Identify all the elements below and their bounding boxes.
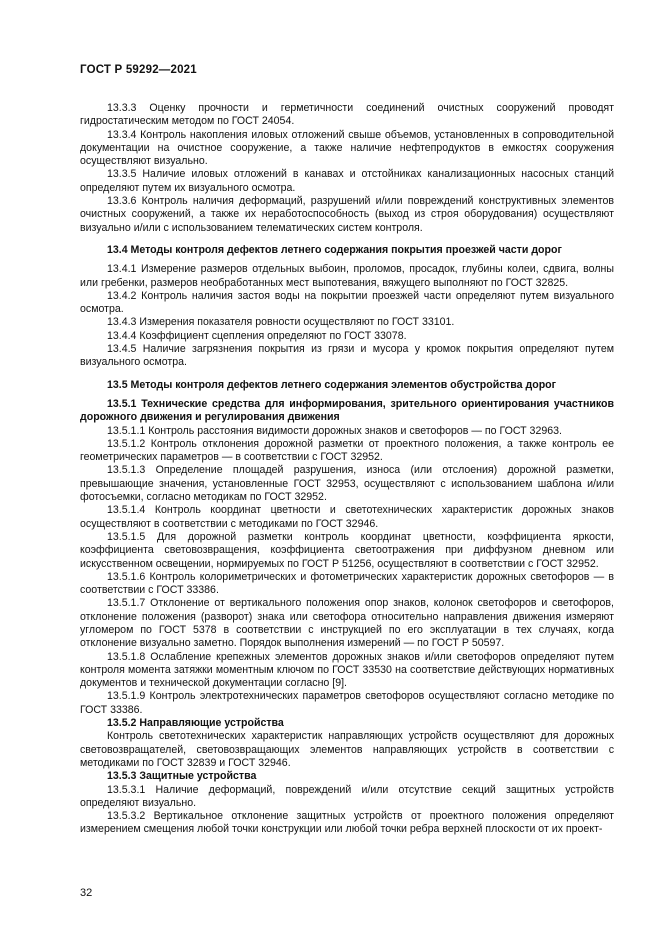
section-heading: 13.5.2 Направляющие устройства bbox=[107, 717, 284, 730]
paragraph: 13.5.1.5 Для дорожной разметки контроль координат цветности, коэффициента яркости, коэффициента световозвращения, коэффициента светоотражения при диффузном дневном или искусственном освещении, нормируемых по ГОСТ Р 51256, осуществляют в соответствии с ГОСТ 32952. bbox=[80, 530, 614, 570]
section-heading: 13.4 Методы контроля дефектов летнего содержания покрытия проезжей части дорог bbox=[107, 243, 562, 256]
paragraph: 13.4.4 Коэффициент сцепления определяют по ГОСТ 33078. bbox=[107, 329, 407, 342]
section-heading: 13.5.1 Технические средства для информирования, зрительного ориентирования участников дорожного движения и регулирования движения bbox=[80, 397, 614, 424]
paragraph: 13.5.1.3 Определение площадей разрушения, износа (или отслоения) дорожной разметки, превышающие значения, установленные ГОСТ 32953, осуществляют с использованием шаблона и/или фотосъемки, согласно методикам по ГОСТ 32952. bbox=[80, 464, 614, 504]
page-number: 32 bbox=[80, 887, 93, 899]
document-body bbox=[80, 102, 614, 837]
paragraph: 13.5.1.9 Контроль электротехнических параметров светофоров осуществляют согласно методике по ГОСТ 33386. bbox=[80, 690, 614, 716]
paragraph: 13.3.5 Наличие иловых отложений в канавах и отстойниках канализационных насосных станций определяют путем их визуального осмотра. bbox=[80, 168, 614, 194]
section-heading: 13.5.3 Защитные устройства bbox=[107, 770, 257, 783]
paragraph: 13.5.3.2 Вертикальное отклонение защитных устройств от проектного положения определяют измерением смещения любой точки конструкции или любой точки ребра верхней плоскости от их проект- bbox=[80, 810, 614, 836]
paragraph: 13.4.2 Контроль наличия застоя воды на покрытии проезжей части определяют путем визуального осмотра. bbox=[80, 289, 614, 316]
section-heading: 13.5 Методы контроля дефектов летнего содержания элементов обустройства дорог bbox=[107, 378, 557, 391]
paragraph: 13.5.1.1 Контроль расстояния видимости дорожных знаков и светофоров — по ГОСТ 32963. bbox=[107, 424, 562, 437]
paragraph: 13.5.1.4 Контроль координат цветности и светотехнических характеристик дорожных знаков осуществляют в соответствии с методиками по ГОСТ 32946. bbox=[80, 504, 614, 530]
paragraph: 13.4.1 Измерение размеров отдельных выбоин, проломов, просадок, глубины колеи, сдвига, волны или гребенки, размеров необработанных мест выпотевания, вяжущего выполняют по ГОСТ 32825. bbox=[80, 263, 614, 289]
paragraph: 13.5.1.2 Контроль отклонения дорожной разметки от проектного положения, а также контроль ее геометрических параметров — в соответствии с ГОСТ 32952. bbox=[80, 437, 614, 464]
document-page bbox=[80, 64, 614, 837]
paragraph: 13.4.5 Наличие загрязнения покрытия из грязи и мусора у кромок покрытия определяют путем визуального осмотра. bbox=[80, 343, 614, 369]
paragraph: 13.5.1.7 Отклонение от вертикального положения опор знаков, колонок светофоров и светофоров, отклонение положения (разворот) знака или светофора относительно направления движения измеряют угломером по ГОСТ 5378 в соответствии с инструкцией по его эксплуатации в тех случаях, когда отклонение визуально заметно. Порядок выполнения измерений — по ГОСТ Р 50597. bbox=[80, 597, 614, 650]
paragraph: Контроль светотехнических характеристик направляющих устройств осуществляют для дорожных световозвращателей, световозвращающих элементов направляющих устройств в соответствии с методиками по ГОСТ 32839 и ГОСТ 32946. bbox=[80, 730, 614, 769]
paragraph: 13.3.4 Контроль накопления иловых отложений свыше объемов, установленных в сопроводительной документации на очистное сооружение, а также наличие нефтепродуктов в емкостях сооружения осуществляют визуально. bbox=[80, 128, 614, 168]
paragraph: 13.5.3.1 Наличие деформаций, повреждений и/или отсутствие секций защитных устройств определяют визуально. bbox=[80, 783, 614, 809]
paragraph: 13.5.1.6 Контроль колориметрических и фотометрических характеристик дорожных светофоров — в соответствии с ГОСТ 33386. bbox=[80, 570, 614, 597]
paragraph: 13.3.3 Оценку прочности и герметичности соединений очистных сооружений проводят гидростатическим методом по ГОСТ 24054. bbox=[80, 102, 614, 128]
paragraph: 13.5.1.8 Ослабление крепежных элементов дорожных знаков и/или светофоров определяют путем контроля момента затяжки моментным ключом по ГОСТ 33530 на соответствие действующих нормативных документов и технической документации согласно [9]. bbox=[80, 650, 614, 690]
paragraph: 13.3.6 Контроль наличия деформаций, разрушений и/или повреждений конструктивных элементов очистных сооружений, а также их неработоспособность (выход из строя оборудования) осуществляют визуально и/или с использованием телематических систем контроля. bbox=[80, 195, 614, 234]
standard-header: ГОСТ Р 59292—2021 bbox=[80, 64, 197, 76]
paragraph: 13.4.3 Измерения показателя ровности осуществляют по ГОСТ 33101. bbox=[107, 316, 455, 329]
